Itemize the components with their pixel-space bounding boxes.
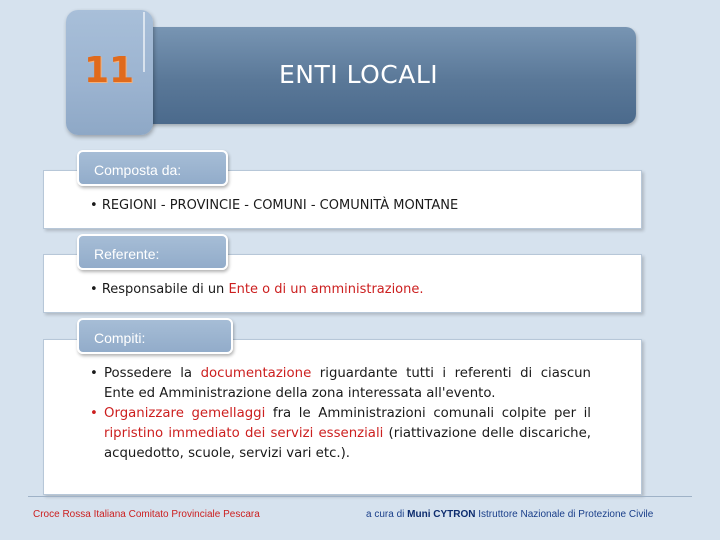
footer-organization: Croce Rossa Italiana Comitato Provinciale Pescara: [33, 509, 260, 520]
composition-bullet: [90, 198, 458, 213]
task-item: • Organizzare gemellaggi fra le Amministrazioni comunali colpite per il ripristino immediato dei servizi essenziali (riattivazione delle discariche, acquedotto, scuole, servizi vari etc.).: [90, 406, 592, 461]
bullet-dot: •: [90, 406, 98, 421]
referent-bullet: [90, 282, 424, 297]
task-highlight: Organizzare gemellaggi: [104, 406, 266, 421]
section-tab-referent: Referente:: [77, 234, 228, 270]
footer-author: a cura di Muni CYTRON Istruttore Nazionale di Protezione Civile: [366, 509, 654, 520]
section-tab-tasks: Compiti:: [77, 318, 233, 354]
task-highlight: ripristino immediato dei servizi essenziali: [104, 426, 384, 441]
section-tab-composition: Composta da:: [77, 150, 228, 186]
author-name: Muni CYTRON: [407, 509, 476, 520]
bullet-dot: •: [90, 366, 98, 381]
composition-text: REGIONI - PROVINCIE - COMUNI - COMUNITÀ MONTANE: [101, 198, 459, 213]
referent-text: Responsabile di un: [101, 282, 229, 297]
task-item: • Possedere la documentazione riguardante tutti i referenti di ciascun Ente ed Amministrazione della zona interessata all'evento.: [90, 366, 591, 401]
slide-number: 11: [84, 50, 135, 91]
bullet-dot: •: [90, 282, 102, 297]
task-highlight: documentazione: [200, 366, 312, 381]
tasks-list: [90, 364, 591, 464]
footer-divider: [28, 496, 692, 497]
referent-highlight: Ente o di un amministrazione.: [228, 282, 424, 297]
bullet-dot: •: [90, 198, 102, 213]
page-title: ENTI LOCALI: [279, 60, 439, 89]
